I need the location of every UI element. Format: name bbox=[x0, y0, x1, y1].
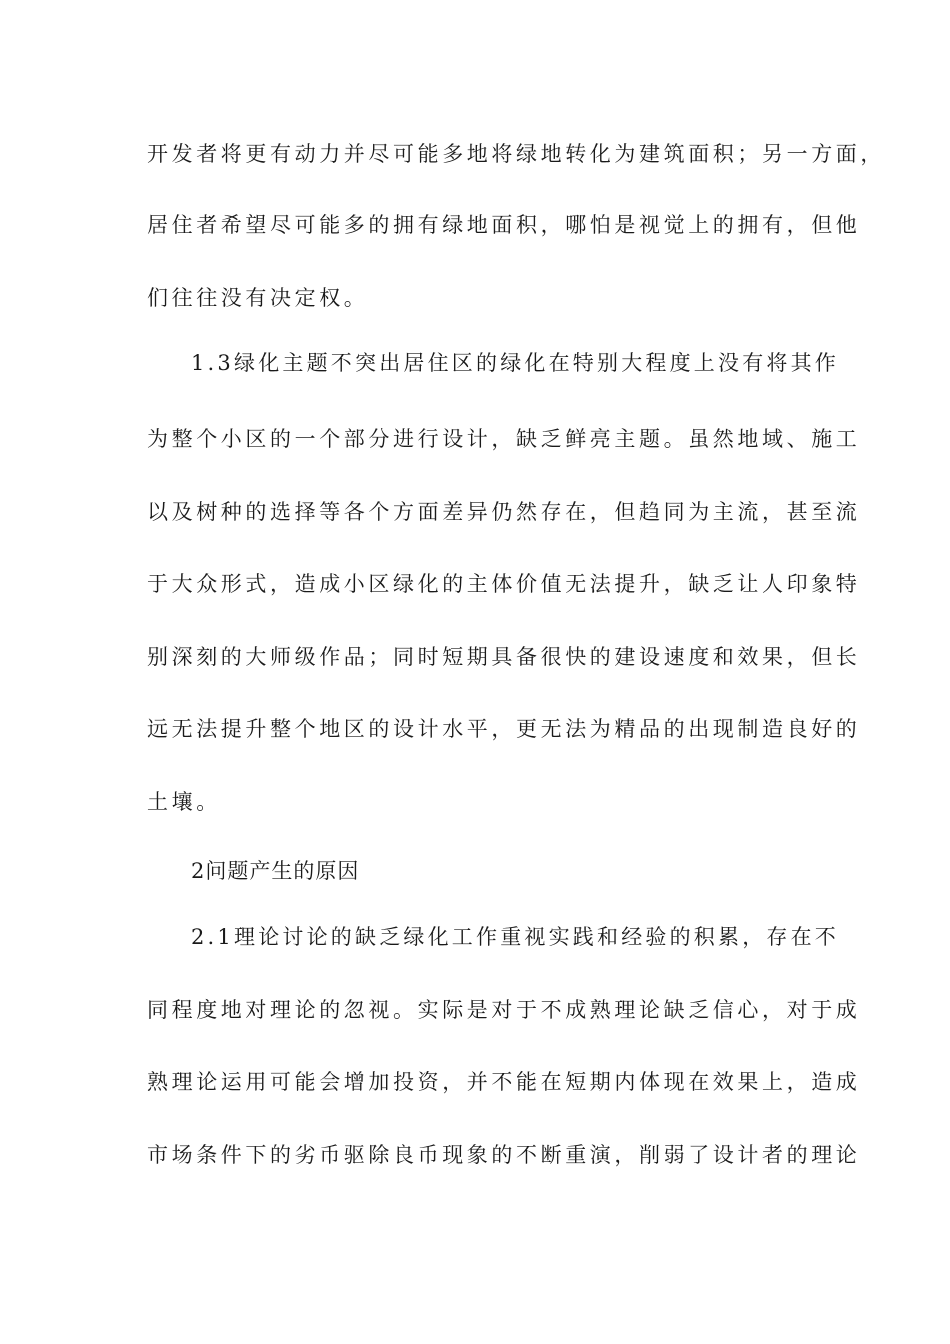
text-line: 们往往没有决定权。 bbox=[147, 286, 369, 310]
text-line: 同程度地对理论的忽视。实际是对于不成熟理论缺乏信心，对于成 bbox=[147, 998, 861, 1022]
section-heading-2: 2问题产生的原因 bbox=[191, 859, 360, 883]
section-heading-1-3: 1.3绿化主题不突出居住区的绿化在特别大程度上没有将其作 bbox=[191, 351, 839, 375]
text-line: 市场条件下的劣币驱除良币现象的不断重演，削弱了设计者的理论 bbox=[147, 1143, 861, 1167]
text-line: 开发者将更有动力并尽可能多地将绿地转化为建筑面积；另一方面， bbox=[147, 142, 885, 166]
text-line: 为整个小区的一个部分进行设计，缺乏鲜亮主题。虽然地域、施工 bbox=[147, 427, 861, 451]
text-line: 居住者希望尽可能多的拥有绿地面积，哪怕是视觉上的拥有，但他 bbox=[147, 213, 861, 237]
text-line: 以及树种的选择等各个方面差异仍然存在，但趋同为主流，甚至流 bbox=[147, 500, 861, 524]
text-line: 于大众形式，造成小区绿化的主体价值无法提升，缺乏让人印象特 bbox=[147, 572, 861, 596]
text-line: 别深刻的大师级作品；同时短期具备很快的建设速度和效果，但长 bbox=[147, 645, 861, 669]
section-heading-2-1: 2.1理论讨论的缺乏绿化工作重视实践和经验的积累，存在不 bbox=[191, 925, 839, 949]
text-line: 土壤。 bbox=[147, 790, 221, 814]
text-line: 熟理论运用可能会增加投资，并不能在短期内体现在效果上，造成 bbox=[147, 1070, 861, 1094]
text-line: 远无法提升整个地区的设计水平，更无法为精品的出现制造良好的 bbox=[147, 717, 861, 741]
